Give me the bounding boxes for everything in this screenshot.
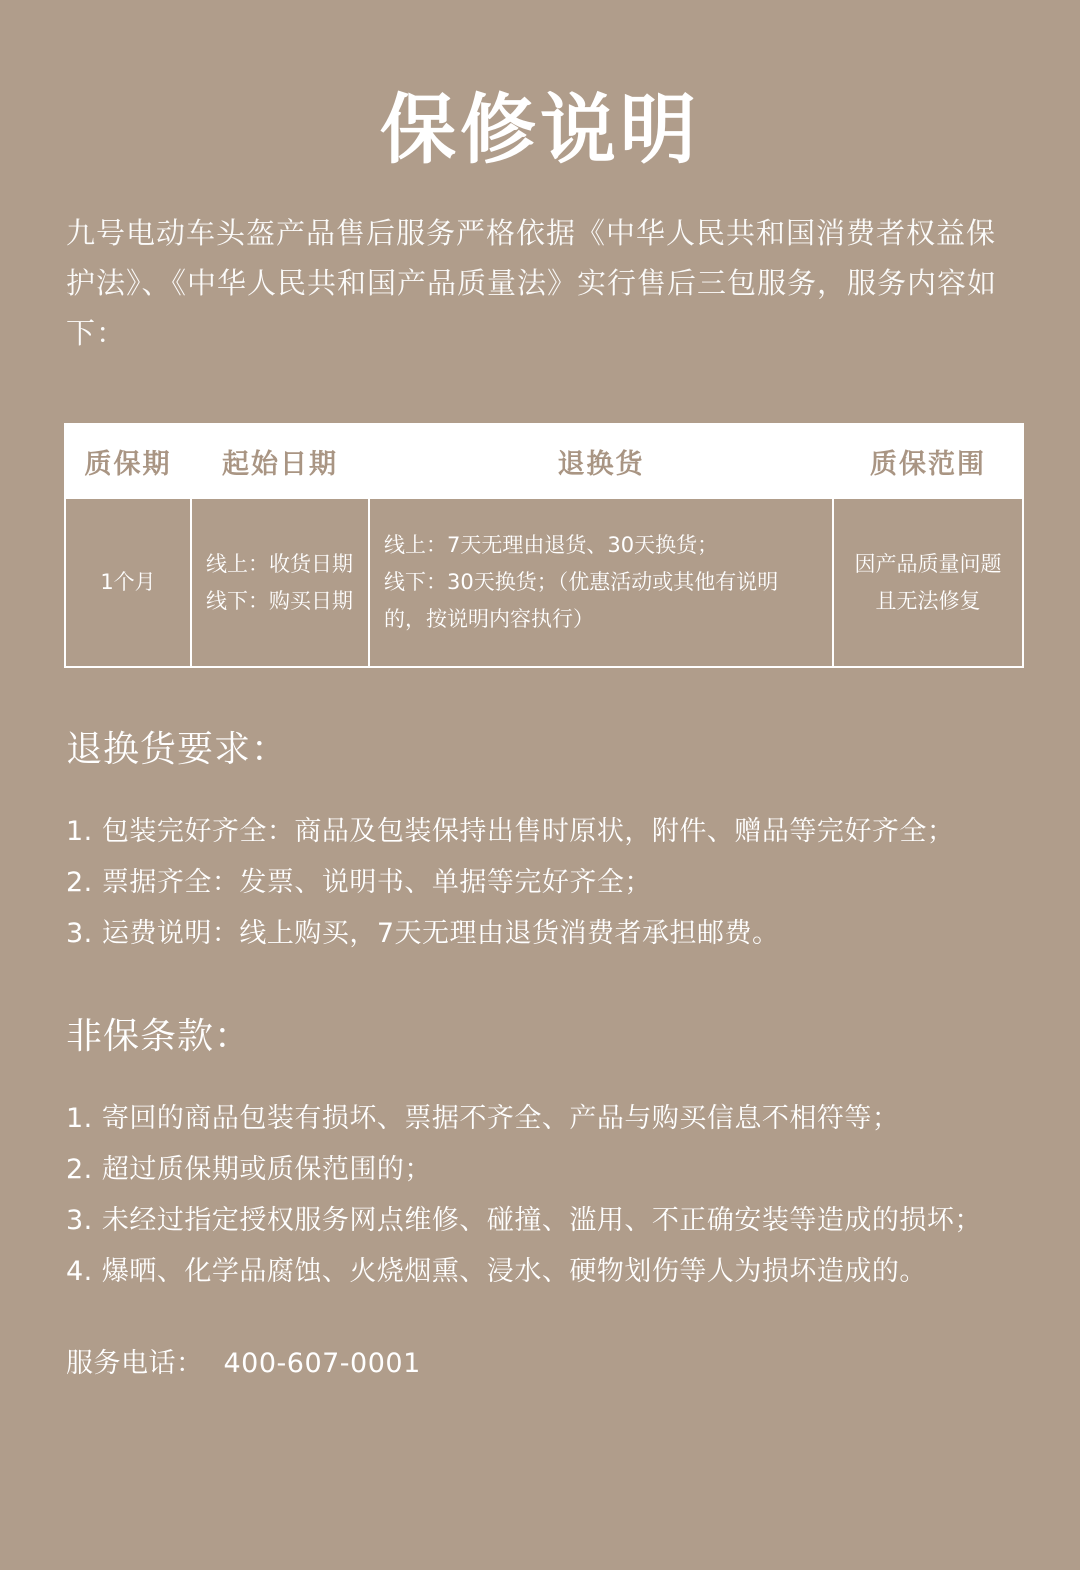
list-item: 3. 运费说明：线上购买，7天无理由退货消费者承担邮费。 — [66, 918, 780, 949]
list-item: 1. 寄回的商品包装有损坏、票据不齐全、产品与购买信息不相符等； — [66, 1103, 900, 1134]
warranty-table — [64, 423, 1024, 668]
table-row — [65, 498, 1023, 667]
header-start-date: 起始日期 — [191, 424, 369, 498]
header-warranty-period: 质保期 — [65, 424, 191, 498]
service-phone-number[interactable]: 400-607-0001 — [223, 1348, 421, 1379]
cell-warranty-scope: 因产品质量问题且无法修复 — [833, 498, 1023, 667]
header-warranty-scope: 质保范围 — [833, 424, 1023, 498]
cell-warranty-period: 1个月 — [65, 498, 191, 667]
list-item: 4. 爆晒、化学品腐蚀、火烧烟熏、浸水、硬物划伤等人为损坏造成的。 — [66, 1256, 927, 1287]
list-item: 1. 包装完好齐全：商品及包装保持出售时原状，附件、赠品等完好齐全； — [66, 816, 955, 847]
return-online: 线上：7天无理由退货、30天换货； — [384, 533, 719, 557]
return-requirements-list — [66, 806, 1026, 959]
service-phone — [66, 1340, 421, 1388]
non-warranty-heading: 非保条款： — [66, 1016, 252, 1057]
non-warranty-list — [66, 1093, 1026, 1297]
cell-start-date — [191, 498, 369, 667]
page-title: 保修说明 — [380, 85, 700, 174]
start-date-offline: 线下：购买日期 — [206, 588, 353, 613]
list-item: 2. 超过质保期或质保范围的； — [66, 1154, 432, 1185]
start-date-online: 线上：收货日期 — [206, 551, 353, 576]
list-item: 2. 票据齐全：发票、说明书、单据等完好齐全； — [66, 867, 652, 898]
header-return-exchange: 退换货 — [369, 424, 833, 498]
table-header-row — [65, 424, 1023, 498]
list-item: 3. 未经过指定授权服务网点维修、碰撞、滥用、不正确安装等造成的损坏； — [66, 1205, 982, 1236]
intro-paragraph: 九号电动车头盔产品售后服务严格依据《中华人民共和国消费者权益保护法》、《中华人民共和国产品质量法》实行售后三包服务，服务内容如下： — [66, 216, 998, 350]
cell-return-exchange — [369, 498, 833, 667]
service-phone-label: 服务电话： — [66, 1348, 204, 1379]
return-requirements-heading: 退换货要求： — [66, 729, 289, 770]
return-offline: 线下：30天换货；（优惠活动或其他有说明的，按说明内容执行） — [384, 570, 779, 631]
